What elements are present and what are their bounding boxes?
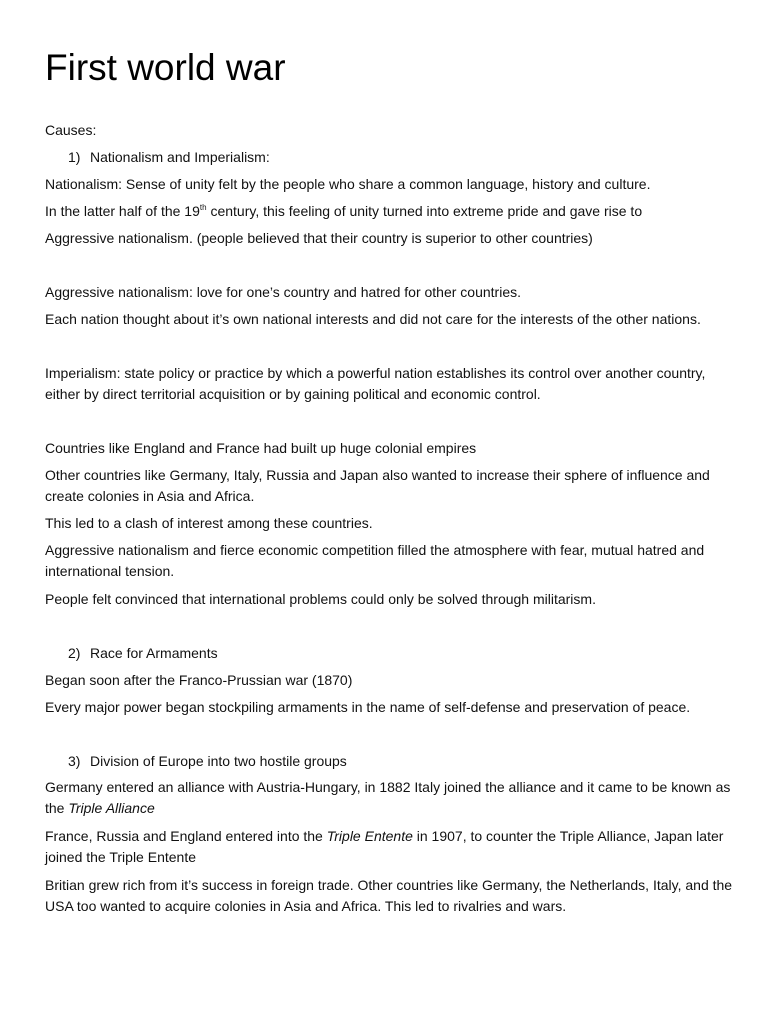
paragraph-aggressive-nationalism-superior: Aggressive nationalism. (people believed that their country is superior to other countries) — [45, 230, 593, 246]
list-item-division-of-europe: Division of Europe into two hostile groups — [90, 753, 347, 769]
triple-entente-emphasis: Triple Entente — [326, 828, 413, 844]
paragraph-fierce-competition: Aggressive nationalism and fierce economic competition filled the atmosphere with fear, mutual hatred and international tension. — [45, 542, 705, 579]
causes-label: Causes: — [45, 122, 97, 138]
list-number-1: 1) — [68, 149, 81, 165]
list-item-race-for-armaments: Race for Armaments — [90, 645, 218, 661]
list-number-2: 2) — [68, 645, 81, 661]
superscript-th: th — [199, 203, 207, 212]
triple-entente-text-after: in 1907, to counter the Triple Alliance, Japan later joined the Triple Entente — [45, 828, 724, 865]
latter-text-after: century, this feeling of unity turned into extreme pride and gave rise to — [206, 203, 643, 219]
paragraph-imperialism: Imperialism: state policy or practice by which a powerful nation establishes its control over another country, either by direct territorial acquisition or by gaining political and economic control. — [45, 365, 706, 402]
triple-alliance-emphasis: Triple Alliance — [68, 800, 155, 816]
paragraph-triple-alliance — [45, 777, 735, 819]
paragraph-militarism: People felt convinced that international problems could only be solved through militarism. — [45, 591, 596, 607]
latter-text-before: In the latter half of the 19 — [45, 203, 200, 219]
triple-alliance-text: Germany entered an alliance with Austria-Hungary, in 1882 Italy joined the alliance and it came to be known as the — [45, 779, 731, 816]
paragraph-aggressive-nationalism-love: Aggressive nationalism: love for one’s country and hatred for other countries. — [45, 284, 521, 300]
paragraph-franco-prussian: Began soon after the Franco-Prussian war (1870) — [45, 672, 353, 688]
paragraph-latter-half — [45, 201, 642, 222]
paragraph-clash: This led to a clash of interest among these countries. — [45, 515, 373, 531]
paragraph-triple-entente — [45, 826, 735, 868]
paragraph-stockpiling: Every major power began stockpiling armaments in the name of self-defense and preservation of peace. — [45, 699, 691, 715]
paragraph-britain-trade: Britian grew rich from it’s success in foreign trade. Other countries like Germany, the Netherlands, Italy, and the USA too wanted to acquire colonies in Asia and Africa. This led to rivalries and wars. — [45, 877, 733, 914]
triple-entente-text-before: France, Russia and England entered into the — [45, 828, 327, 844]
paragraph-each-nation: Each nation thought about it’s own national interests and did not care for the interests of the other nations. — [45, 311, 701, 327]
paragraph-colonial-empires: Countries like England and France had built up huge colonial empires — [45, 440, 477, 456]
paragraph-nationalism: Nationalism: Sense of unity felt by the people who share a common language, history and culture. — [45, 176, 651, 192]
list-number-3: 3) — [68, 753, 81, 769]
page-title: First world war — [45, 47, 286, 88]
list-item-nationalism-imperialism: Nationalism and Imperialism: — [90, 149, 270, 165]
paragraph-other-countries: Other countries like Germany, Italy, Russia and Japan also wanted to increase their sphere of influence and create colonies in Asia and Africa. — [45, 467, 710, 504]
